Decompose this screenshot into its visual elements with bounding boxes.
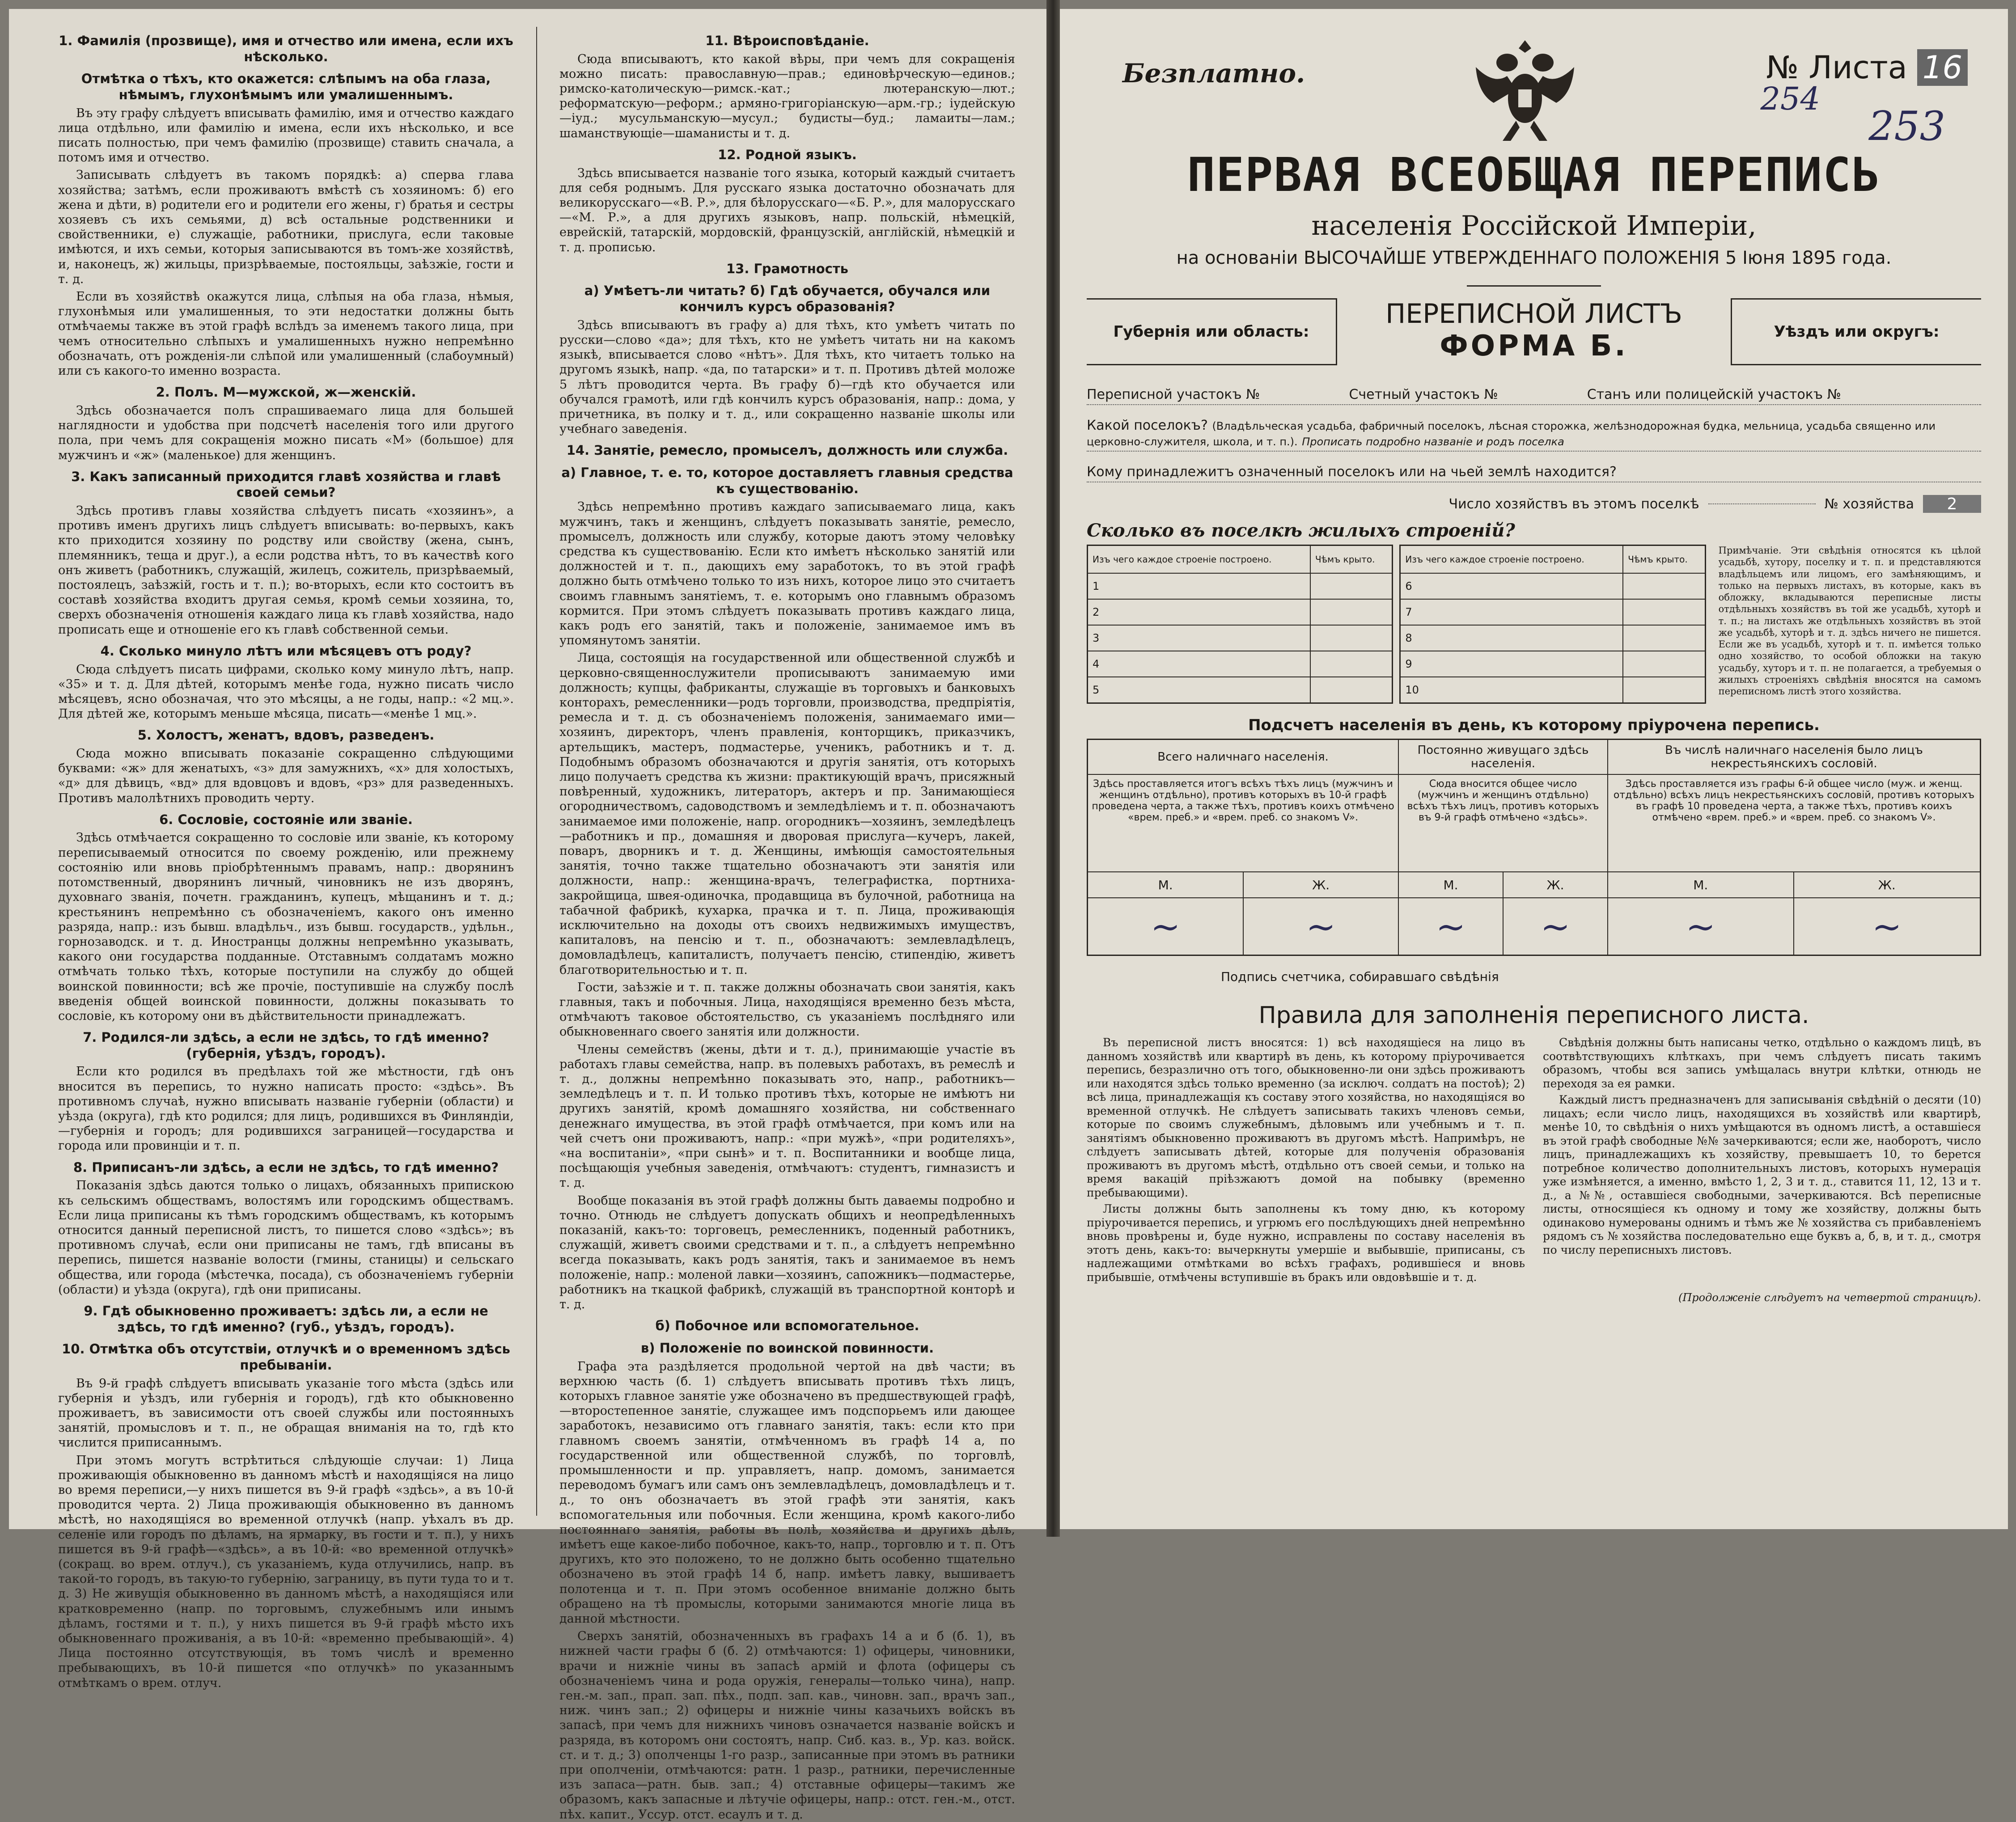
- rules-paragraph: Каждый листъ предназначенъ для записыванія свѣдѣній о десяти (10) лицахъ; если число лицъ, находящихся въ хозяйствѣ или квартирѣ, менѣе 10, то свѣдѣнія о нихъ умѣщаются въ одномъ листѣ, а оставшіеся въ этой графѣ свободные №№ зачеркиваются; если же, наоборотъ, число лицъ, принадлежащихъ къ хозяйству, превышаетъ 10, то берется потребное количество дополнительныхъ листовъ, которыхъ нумерація уже измѣняется, а именно, вмѣсто 1, 2, 3 и т. д., ставится 11, 12, 13 и т. д., а №№, оставшіеся свободными, зачеркиваются. Всѣ переписные листы, относящіеся къ одному и тому же хозяйству, должны быть одинаково нумерованы однимъ и тѣмъ же № хозяйства съ прибавленіемъ рядомъ съ № хозяйства последовательно еще буквъ а, б, в, и т. д., смотря по числу переписныхъ листовъ.: [1543, 1093, 1981, 1256]
- signature-line: Подпись счетчика, собиравшаго свѣдѣнія: [1221, 969, 1499, 984]
- paragraph: Въ эту графу слѣдуетъ вписывать фамилію, имя и отчество каждаго лица отдѣльно, или фамилію и имена, если ихъ нѣсколько, и все писать полностью, при чемъ фамилію (прозвище) ставить сначала, а потомъ имя и отчество.: [58, 106, 514, 165]
- section-heading: Отмѣтка о тѣхъ, кто окажется: слѣпымъ на оба глаза, нѣмымъ, глухонѣмымъ или умалишеннымъ.: [81, 71, 491, 102]
- paragraph: Вообще показанія въ этой графѣ должны быть даваемы подробно и точно. Отнюдь не слѣдуетъ допускать общихъ и неопредѣленныхъ показаній, какъ-то: торговецъ, ремесленникъ, поденный работникъ, служащій, живетъ своими средствами и т. п., а слѣдуетъ непремѣнно всегда показывать, какъ родъ занятія, такъ и занимаемое въ немъ положеніе, напр.: моленой лавки—хозяинъ, сапожникъ—подмастерье, работникъ на ткацкой фабрикѣ, служащій въ транспортной конторѣ и т. д.: [559, 1193, 1015, 1312]
- pop-value-cell: ~: [1794, 898, 1981, 955]
- buildings-heading: Сколько въ поселкѣ жилыхъ строеній?: [1087, 520, 1515, 541]
- roof-cell: [1623, 573, 1705, 599]
- roof-cell: [1310, 677, 1393, 703]
- pop-header-nonpeasant: Въ числѣ наличнаго населенія было лицъ некрестьянскихъ сословій.: [1608, 740, 1980, 775]
- paragraph: Сверхъ занятій, обозначенныхъ въ графахъ 14 а и б (б. 1), въ нижней части графы б (б. 2) отмѣчаются: 1) офицеры, чиновники, врачи и нижніе чины въ запасѣ армій и флота (офицеры съ обозначеніемъ чина и рода оружія, генералы—только чина), напр. ген.-м. зап., прап. зап. пѣх., подп. зап. кав., чиновн. зап., врачъ зап., ниж. чинъ зап.; 2) офицеры и нижніе чины казачьихъ войскъ въ запасѣ, при чемъ для нижнихъ чиновъ означается названіе войскъ и разряда, въ которомъ они состоятъ, напр. Сиб. каз. в., Ур. каз. войск. ст. и т. д.; 3) ополченцы 1-го разр., записанные при этомъ въ ратники при ополченіи, отмѣчаются: ратн. 1 разр., ратники, перечисленные изъ запаса—ратн. быв. зап.; 4) отставные офицеры—такимъ же образомъ, какъ запасные и лѣтучіе офицеры, напр.: отст. ген.-м., отст. пѣх. капит., Уссур. отст. есаулъ и т. д.: [559, 1629, 1015, 1822]
- province-box: Губернія или область:: [1087, 298, 1337, 365]
- row-number: 3: [1088, 625, 1310, 651]
- row-number: 10: [1400, 677, 1623, 703]
- pop-desc-total: Здѣсь проставляется итогъ всѣхъ тѣхъ лицъ (мужчинъ и женщинъ отдѣльно), противъ которыхъ въ 10-й графѣ проведена черта, а также тѣхъ, противъ коихъ отмѣчено «врем. преб.» и «врем. преб. со знакомъ V».: [1088, 774, 1399, 872]
- continuation-note: (Продолженіе слѣдуетъ на четвертой страницѣ).: [1678, 1291, 1981, 1304]
- handwritten-number-2: 253: [1868, 103, 1945, 150]
- row-number: 8: [1400, 625, 1623, 651]
- row-number: 5: [1088, 677, 1310, 703]
- roof-cell: [1310, 651, 1393, 677]
- section-heading: а) Главное, т. е. то, которое доставляетъ главныя средства къ существованію.: [561, 465, 1013, 496]
- section-heading: 6. Сословіе, состояніе или званіе.: [159, 812, 413, 827]
- table-row: [1088, 625, 1393, 651]
- rules-paragraph: Свѣдѣнія должны быть написаны четко, отдѣльно о каждомъ лицѣ, въ соотвѣтствующихъ клѣткахъ, при чемъ слѣдуетъ писать такимъ образомъ, чтобы вся запись умѣщалась внутри клѣтки, отнюдь не переходя за ея рамки.: [1543, 1036, 1981, 1090]
- roof-cell: [1310, 625, 1393, 651]
- form-letter: ФОРМА Б.: [1440, 330, 1628, 363]
- paragraph: Показанія здѣсь даются только о лицахъ, обязанныхъ припискою къ сельскимъ обществамъ, волостямъ или городскимъ обществамъ. Если лица приписаны къ тѣмъ городскимъ обществамъ, къ которымъ относится данный переписной листъ, то пишется слово «здѣсь»; въ противномъ случаѣ, если они приписаны не тамъ, гдѣ вписаны въ перепись, пишется названіе волости (гмины, станицы) и сельскаго общества, или города (мѣстечка, посада), съ обозначеніемъ губерніи (области) и уѣзда (округа), гдѣ они приписаны.: [58, 1179, 514, 1297]
- building-material-header: Изъ чего каждое строеніе построено.: [1400, 545, 1623, 574]
- form-title-block: [1342, 298, 1726, 363]
- roof-cell: [1623, 677, 1705, 703]
- section-heading: 10. Отмѣтка объ отсутствіи, отлучкѣ и о временномъ здѣсь пребываніи.: [62, 1341, 510, 1373]
- paragraph: При этомъ могутъ встрѣтиться слѣдующіе случаи: 1) Лица проживающія обыкновенно въ данномъ мѣстѣ и находящіяся на лицо во время переписи,—у нихъ пишется въ 9-й графѣ «здѣсь», а въ 10-й проводится черта. 2) Лица проживающія обыкновенно въ данномъ мѣстѣ, но находящіяся во временной отлучкѣ (напр. уѣхалъ въ др. селеніе или городъ по дѣламъ, на ярмарку, въ гости и т. п.), у нихъ пишется въ 9-й графѣ—«здѣсь», а въ 10-й: «во временной отлучкѣ» (сокращ. во врем. отлуч.), съ указаніемъ, куда отлучились, напр. въ такой-то городъ, въ такую-то губернію, заграницу, въ пути туда то и т. д. 3) Не живущія обыкновенно въ данномъ мѣстѣ, а находящіяся или кратковременно (напр. по торговымъ, служебнымъ или инымъ дѣламъ, гостями и т. п.), у нихъ пишется въ 9-й графѣ мѣсто ихъ обыкновеннаго проживанія, а въ 10-й: «временно пребывающій». 4) Лица постоянно отсутствующія, въ томъ числѣ и временно пребывающихъ, въ 10-й пишется «по отлучкѣ» по указаннымъ отмѣткамъ о врем. отлуч.: [58, 1453, 514, 1690]
- census-subtitle: населенія Россійской Имперіи,: [1311, 210, 1757, 241]
- paragraph: Графа эта раздѣляется продольной чертой на двѣ части; въ верхнюю часть (б. 1) слѣдуетъ вписывать противъ тѣхъ лицъ, которыхъ главное занятіе уже обозначено въ предшествующей графѣ,—второстепенное занятіе, служащее имъ подспорьемъ или дающее заработокъ, независимо отъ главнаго занятія, такъ: если кто при главномъ своемъ занятіи, отмѣченномъ въ графѣ 14 а, по государственной или общественной службѣ, по торговлѣ, промышленности и пр. управляетъ, напр. домомъ, занимается переводомъ бумагъ или самъ онъ землевладѣлецъ, домовладѣлецъ и т. д., то онъ обозначаетъ въ этой графѣ эти занятія, какъ вспомогательныя или побочныя. Если женщина, кромѣ какого-либо постояннаго занятія, работы въ полѣ, хозяйства и другихъ дѣлъ, имѣетъ еще какое-либо побочное, какъ-то, напр., торговлю и т. п. Отъ другихъ, кто это положено, то не должно быть особенно тщательно обозначено въ этой графѣ 14 б, напр. имѣетъ лавку, вышиваетъ полотенца и т. п. При этомъ особенное вниманіе должно быть обращено на тѣ промыслы, которыми занимаются многіе лица въ данной мѣстности.: [559, 1359, 1015, 1626]
- rules-section: [1087, 1036, 1981, 1287]
- left-page-instructions: [9, 9, 1046, 1822]
- pop-desc-nonpeasant: Здѣсь проставляется изъ графы 6-й общее число (муж. и женщ. отдѣльно) всѣхъ лицъ некрестьянскихъ сословій, противъ которыхъ въ графѣ 10 проведена черта, а также тѣхъ, противъ коихъ отмѣчено «врем. преб.» и «врем. преб. со знакомъ V».: [1608, 774, 1980, 872]
- row-number: 4: [1088, 651, 1310, 677]
- section-heading: в) Положеніе по воинской повинности.: [640, 1340, 934, 1356]
- divider: [1467, 285, 1601, 287]
- row-number: 6: [1400, 573, 1623, 599]
- section-heading: б) Побочное или вспомогательное.: [655, 1318, 919, 1334]
- roof-cell: [1310, 573, 1393, 599]
- section-heading: 11. Вѣроисповѣданіе.: [705, 33, 869, 48]
- roof-cell: [1623, 625, 1705, 651]
- sheet-number-value: 16: [1917, 49, 1968, 86]
- population-title: Подсчетъ населенія въ день, къ которому пріурочена перепись.: [1248, 716, 1820, 734]
- section-heading: 12. Родной языкъ.: [718, 147, 857, 162]
- household-number-value: 2: [1923, 495, 1981, 513]
- section-heading: 14. Занятіе, ремесло, промыселъ, должность или служба.: [566, 443, 1008, 458]
- settlement-line: [1087, 418, 1981, 452]
- rules-paragraph: Въ переписной листъ вносятся: 1) всѣ находящіеся на лицо въ данномъ хозяйствѣ или квартирѣ въ день, къ которому пріурочивается перепись, безразлично отъ того, обыкновенно-ли они здѣсь проживаютъ или находятся здѣсь только временно (за исключ. солдатъ на постоѣ); 2) всѣ лица, принадлежащія къ составу этого хозяйства, но находящіяся во временной отлучкѣ. Не слѣдуетъ записывать такихъ членовъ семьи, которые по своимъ служебнымъ, дѣловымъ или учебнымъ и т. п. занятіямъ обыкновенно проживаютъ въ другомъ мѣстѣ. Напримѣръ, не слѣдуетъ записывать дѣтей, которые для полученія образованія проживаютъ въ другомъ мѣстѣ, отдѣльно отъ своей семьи, и только на время вакацій пріѣзжаютъ домой на побывку (временно пребывающими).: [1087, 1036, 1525, 1199]
- table-row: [1088, 651, 1393, 677]
- book-spine: [1046, 0, 1060, 1537]
- paragraph: Члены семействъ (жены, дѣти и т. д.), принимающіе участіе въ работахъ главы семейства, напр. въ полевыхъ работахъ, въ ремеслѣ и т. д., должны непремѣнно показывать это, напр., работникъ—земледѣлецъ и т. п. И только противъ тѣхъ, которые не имѣютъ ни другихъ занятій, кромѣ домашняго хозяйства, ни собственнаго денежнаго имущества, въ этой графѣ отмѣчается, при комъ или на чей счетъ они проживаютъ, напр.: «при мужѣ», «при родителяхъ», «на воспитаніи», «при сынѣ» и т. п. Воспитанники и вообще лица, посѣщающія учебныя заведенія, отмѣчаютъ: студентъ, гимназистъ и т. д.: [559, 1042, 1015, 1190]
- free-label: Безплатно.: [1122, 58, 1305, 89]
- pop-zh-3: Ж.: [1794, 872, 1981, 898]
- paragraph: Въ 9-й графѣ слѣдуетъ вписывать указаніе того мѣста (здѣсь или губернія и уѣздъ, или губернія и городъ), гдѣ кто обыкновенно проживаетъ, въ зависимости отъ своей службы или постоянныхъ занятій, промысловъ и т. п., не обращая вниманія на то, гдѣ кто числится приписаннымъ.: [58, 1376, 514, 1450]
- handwritten-number-1: 254: [1760, 80, 1820, 117]
- paragraph: Сюда можно вписывать показаніе сокращенно слѣдующими буквами: «ж» для женатыхъ, «з» для замужнихъ, «х» для холостыхъ, «д» для дѣвицъ, «вд» для вдовцовъ и вдовъ, «рз» для разведенныхъ. Противъ малолѣтнихъ проводить черту.: [58, 747, 514, 805]
- buildings-note: Примѣчаніе. Эти свѣдѣнія относятся къ цѣлой усадьбѣ, хутору, поселку и т. п. и представляются владѣльцемъ или лицомъ, его замѣняющимъ, и только на первыхъ листахъ, въ которые, какъ въ обложку, вкладываются переписные листы отдѣльныхъ хозяйствъ въ той же усадьбѣ, хуторѣ и т. п.; на листахъ же отдѣльныхъ хозяйствъ въ этой же усадьбѣ, хуторѣ и т. д. здѣсь ничего не пишется. Если же въ усадьбѣ, хуторѣ и т. п. имѣется только одно хозяйство, то особой обложки на такую усадьбу, хуторъ и т. п. не полагается, а требуемыя о жилыхъ строеніяхъ свѣдѣнія вносятся на самомъ переписномъ листѣ этого хозяйства.: [1718, 545, 1981, 697]
- pop-m-2: М.: [1398, 872, 1503, 898]
- households-count-label: Число хозяйствъ въ этомъ поселкѣ: [1448, 496, 1699, 512]
- paragraph: Сюда слѣдуетъ писать цифрами, сколько кому минуло лѣтъ, напр. «35» и т. д. Для дѣтей, которымъ менѣе года, нужно писать число мѣсяцевъ, ясно обозначая, что это мѣсяцы, а не годы, напр.: «2 мц.». Для дѣтей же, которымъ меньше мѣсяца, писать—«менѣе 1 мц.».: [58, 662, 514, 721]
- pop-value-cell: ~: [1503, 898, 1608, 955]
- pop-zh-1: Ж.: [1243, 872, 1398, 898]
- rules-column-2: [1543, 1036, 1981, 1287]
- population-table: [1087, 739, 1981, 956]
- roof-material-header: Чѣмъ крыто.: [1310, 545, 1393, 574]
- pop-header-total: Всего наличнаго населенія.: [1088, 740, 1399, 775]
- household-count-row: [1087, 495, 1981, 513]
- buildings-section: [1087, 545, 1981, 704]
- right-page-census-form: [1060, 9, 2008, 1529]
- paragraph: Если въ хозяйствѣ окажутся лица, слѣпыя на оба глаза, нѣмыя, глухонѣмыя или умалишенныя, то эти недостатки должны быть отмѣчаемы также въ этой графѣ вслѣдъ за именемъ такого лица, при чемъ относительно слѣпыхъ и умалишенныхъ нужно непремѣнно обозначать, отъ рожденія-ли слѣпой или умалишенный (слабоумный) или съ какого-то именно возраста.: [58, 290, 514, 378]
- pop-value-cell: ~: [1398, 898, 1503, 955]
- paragraph: Записывать слѣдуетъ въ такомъ порядкѣ: а) сперва глава хозяйства; затѣмъ, если проживаютъ вмѣстѣ съ хозяиномъ: б) его жена и дѣти, в) родители его и родители его жены, г) братья и сестры хозяевъ съ ихъ семьями, д) всѣ остальные родственники и свойственники, е) служащіе, работники, прислуга, если таковые имѣются, и ихъ семьи, которыя записываются въ томъ-же хозяйствѣ, и, наконецъ, ж) жильцы, призрѣваемые, постояльцы, заѣзжіе, гости и т. д.: [58, 168, 514, 286]
- table-row: [1400, 677, 1705, 703]
- pop-header-permanent: Постоянно живущаго здѣсь населенія.: [1398, 740, 1608, 775]
- form-header: [1087, 298, 1981, 374]
- paragraph: Здѣсь непремѣнно противъ каждаго записываемаго лица, какъ мужчинъ, такъ и женщинъ, слѣдуетъ показывать занятіе, ремесло, промыселъ, должность или службу, которые даютъ этому человѣку средства къ существованію. Если кто имѣетъ нѣсколько занятій или должностей и т. п., дающихъ ему заработокъ, то въ этой графѣ должно быть отмѣчено только то изъ нихъ, которое лицо это считаетъ своимъ главнымъ занятіемъ, т. е. которымъ оно главнымъ образомъ кормится. При этомъ слѣдуетъ показывать противъ каждаго лица, какъ родъ его занятій, такъ и положеніе, занимаемое имъ въ упомянутомъ занятіи.: [559, 500, 1015, 648]
- rules-paragraph: Листы должны быть заполнены къ тому дню, къ которому пріурочивается перепись, и угрюмъ его послѣдующихъ дней непремѣнно вновь провѣрены и, буде нужно, исправлены по составу населенія въ этотъ день, какъ-то: вычеркнуты умершіе и выбывшіе, приписаны, съ надлежащими отмѣтками во всѣхъ графахъ, родившіеся и вновь прибывшіе, отмѣчены вступившіе въ бракъ или овдовѣвшіе и т. д.: [1087, 1202, 1525, 1284]
- column-divider: [536, 27, 537, 1516]
- table-row: [1400, 573, 1705, 599]
- row-number: 1: [1088, 573, 1310, 599]
- row-number: 7: [1400, 599, 1623, 625]
- table-row: [1400, 625, 1705, 651]
- section-heading: 2. Полъ. М—мужской, ж—женскій.: [156, 385, 416, 400]
- row-number: 9: [1400, 651, 1623, 677]
- section-heading: 7. Родился-ли здѣсь, а если не здѣсь, то гдѣ именно? (губернія, уѣздъ, городъ).: [83, 1030, 489, 1061]
- roof-cell: [1623, 651, 1705, 677]
- buildings-table-left: [1087, 545, 1393, 704]
- paragraph: Здѣсь отмѣчается сокращенно то сословіе или званіе, къ которому переписываемый относится по своему рожденію, или прежнему состоянію или вновь пріобрѣтеннымъ правамъ, напр.: дворянинъ потомственный, дворянинъ личный, чиновникъ не изъ дворянъ, духовнаго званія, почетн. гражданинъ, купецъ, мѣщанинъ и т. д.; крестьянинъ непремѣнно съ обозначеніемъ, какого онъ именно разряда, напр.: изъ бывш. владѣльч., изъ бывш. государств., удѣльн., горнозаводск. и т. д. Иностранцы должны непремѣнно указывать, какого они государства подданные. Отставнымъ солдатамъ можно отмѣчать только тѣхъ, которые поступили на службу до общей воинской повинности; всѣ же прочіе, поступившіе на службу послѣ введенія общей воинской повинности, должны показывать то сословіе, къ которому они въ дѣйствительности принадлежатъ.: [58, 831, 514, 1023]
- settlement-hint: (Владѣльческая усадьба, фабричный поселокъ, лѣсная сторожка, желѣзнодорожная будка, мельница, усадьба священно или церковно-служителя, школа, и т. п.).: [1087, 420, 1936, 448]
- table-row: [1400, 651, 1705, 677]
- census-basis: на основаніи ВЫСОЧАЙШЕ УТВЕРЖДЕННАГО ПОЛОЖЕНІЯ 5 Іюня 1895 года.: [1176, 248, 1892, 268]
- area-line: [1087, 387, 1981, 405]
- census-area-label: Переписной участокъ №: [1087, 387, 1260, 402]
- section-heading: 4. Сколько минуло лѣтъ или мѣсяцевъ отъ роду?: [100, 643, 472, 659]
- pop-value-cell: ~: [1088, 898, 1244, 955]
- roof-cell: [1310, 599, 1393, 625]
- instructions-column-2: [559, 27, 1015, 1822]
- pop-m-1: М.: [1088, 872, 1244, 898]
- count-area-label: Счетный участокъ №: [1349, 387, 1498, 402]
- roof-cell: [1623, 599, 1705, 625]
- household-number-label: № хозяйства: [1824, 496, 1914, 512]
- buildings-table-right: [1399, 545, 1706, 704]
- paragraph: Здѣсь вписывается названіе того языка, который каждый считаетъ для себя роднымъ. Для русскаго языка достаточно обозначать для великорусскаго—«В. Р.», для бѣлорусскаго—«Б. Р.», для малорусскаго—«М. Р.», а для другихъ языковъ, напр. польскій, нѣмецкій, еврейскій, татарскій, мордовскій, французскій, англійскій, нѣмецкій и т. д. прописью.: [559, 166, 1015, 254]
- pop-zh-2: Ж.: [1503, 872, 1608, 898]
- district-box: Уѣздъ или округъ:: [1731, 298, 1981, 365]
- table-row: [1088, 677, 1393, 703]
- section-heading: 5. Холостъ, женатъ, вдовъ, разведенъ.: [137, 727, 435, 743]
- paragraph: Здѣсь обозначается полъ спрашиваемаго лица для большей наглядности и удобства при подсчетѣ населенія того или другого пола, при чемъ для сокращенія можно писать «М» (большое) для мужчинъ и «ж» (маленькое) для женщинъ.: [58, 403, 514, 462]
- section-heading: а) Умѣетъ-ли читать? б) Гдѣ обучается, обучался или кончилъ курсъ образованія?: [584, 283, 991, 315]
- rules-title: Правила для заполненія переписного листа.: [1258, 1002, 1809, 1029]
- pop-value-cell: ~: [1243, 898, 1398, 955]
- form-title: ПЕРЕПИСНОЙ ЛИСТЪ: [1385, 298, 1682, 330]
- instructions-column-1: [58, 27, 514, 1690]
- police-area-label: Станъ или полицейскій участокъ №: [1587, 387, 1841, 402]
- rules-column-1: [1087, 1036, 1525, 1287]
- paragraph: Сюда вписываютъ, кто какой вѣры, при чемъ для сокращенія можно писать: православную—прав.; единовѣрческую—единов.; римско-католическую—римск.-кат.; лютеранскую—лют.; реформатскую—реформ.; армяно-григоріанскую—арм.-гр.; іудейскую—іуд.; мусульманскую—мусул.; будисты—буд.; ламаиты—лам.; шаманствующіе—шаманисты и т. д.: [559, 52, 1015, 140]
- section-heading: 3. Какъ записанный приходится главѣ хозяйства и главѣ своей семьи?: [71, 469, 501, 500]
- census-title: ПЕРВАЯ ВСЕОБЩАЯ ПЕРЕПИСЬ: [1187, 148, 1881, 202]
- paragraph: Гости, заѣзжіе и т. п. также должны обозначать свои занятія, какъ главныя, такъ и побочныя. Лица, находящіяся временно безъ мѣста, отмѣчаютъ таковое обстоятельство, съ указаніемъ послѣдняго или обыкновеннаго своего занятія или должности.: [559, 980, 1015, 1039]
- paragraph: Лица, состоящія на государственной или общественной службѣ и церковно-священнослужители прописываютъ занимаемую ими должность; купцы, фабриканты, служащіе въ торговыхъ и банковыхъ конторахъ, ремесленники—родъ торговли, производства, предпріятія, ремесла и т. д. съ обозначеніемъ положенія, занимаемаго ими—хозяинъ, директоръ, членъ правленія, конторщикъ, приказчикъ, артельщикъ, мастеръ, подмастерье, ученикъ, работникъ и т. д. Подобнымъ образомъ обозначаются и другія занятія, отъ которыхъ лицо получаетъ средства къ жизни: практикующій врачъ, присяжный повѣренный, художникъ, литераторъ, актеръ и пр. Занимающіеся огородничествомъ, садоводствомъ и земледѣліемъ и т. п. обозначаютъ занимаемое ими положеніе, напр. огородникъ—хозяинъ, земледѣлецъ—работникъ и пр., домашняя и дворовая прислуга—кучеръ, лакей, поваръ, дворникъ и т. д. Женщины, имѣющія самостоятельныя занятія, точно также тщательно обозначаютъ эти занятія или должности, напр.: женщина-врачъ, телеграфистка, портниха-закройщица, швея-одиночка, продавщица въ булочной, работница на табачной фабрикѣ, кухарка, прачка и т. п. Лица, проживающія исключительно на доходы отъ своихъ недвижимыхъ имуществъ, капиталовъ, на пенсію и т. п., обозначаютъ: землевладѣлецъ, домовладѣлецъ, капиталистъ, получаетъ пенсію, стипендію, живетъ благотворительностью и т. п.: [559, 651, 1015, 977]
- pop-m-3: М.: [1608, 872, 1793, 898]
- section-heading: 1. Фамилія (прозвище), имя и отчество или имена, если ихъ нѣсколько.: [59, 33, 513, 64]
- table-row: [1088, 573, 1393, 599]
- settlement-label: Какой поселокъ?: [1087, 418, 1208, 433]
- section-heading: 8. Приписанъ-ли здѣсь, а если не здѣсь, то гдѣ именно?: [73, 1159, 499, 1175]
- table-row: [1400, 599, 1705, 625]
- building-material-header: Изъ чего каждое строеніе построено.: [1088, 545, 1310, 574]
- double-headed-eagle-icon: [1467, 36, 1583, 148]
- sheet-number-label: № Листа: [1766, 49, 1907, 86]
- section-heading: 13. Грамотность: [726, 261, 848, 276]
- section-heading: 9. Гдѣ обыкновенно проживаетъ: здѣсь ли, а если не здѣсь, то гдѣ именно? (губ., уѣздъ, городъ).: [84, 1303, 488, 1335]
- owner-label: Кому принадлежитъ означенный поселокъ или на чьей землѣ находится?: [1087, 464, 1617, 480]
- paragraph: Здѣсь противъ главы хозяйства слѣдуетъ писать «хозяинъ», а противъ именъ другихъ лицъ слѣдуетъ вписывать: во-первыхъ, какъ кто приходится хозяину по родству или свойству (жена, сынъ, племянникъ, теща и друг.), а если родства нѣтъ, то въ качествѣ кого онъ живетъ (работникъ, служащій, жилецъ, сожитель, призрѣваемый, постоялецъ, заѣзжій, гость и т. п.); во-вторыхъ, если кто состоитъ въ составѣ хозяйства входитъ другая семья, кромѣ семьи хозяина, то, сверхъ обозначенія отношенія каждаго лица къ главѣ хозяйства, надо прописать еще и отношеніе его къ главѣ собственной семьи.: [58, 504, 514, 637]
- row-number: 2: [1088, 599, 1310, 625]
- paragraph: Если кто родился въ предѣлахъ той же мѣстности, гдѣ онъ вносится въ перепись, то нужно написать просто: «здѣсь». Въ противномъ случаѣ, нужно вписывать названіе губерніи (области) и уѣзда (округа), гдѣ кто родился; для лицъ, родившихся въ Финляндіи,—губернія и городъ; для родившихся заграницей—государства и города или провинціи и т. п.: [58, 1065, 514, 1153]
- paragraph: Здѣсь вписываютъ въ графу а) для тѣхъ, кто умѣетъ читать по русски—слово «да»; для тѣхъ, кто не умѣетъ читать ни на какомъ языкѣ, вписывается слово «нѣтъ». Для тѣхъ, кто читаетъ только на другомъ языкѣ, напр. «да, по татарски» и т. п. Противъ дѣтей моложе 5 лѣтъ проводится черта. Въ графу б)—гдѣ кто обучается или обучался грамотѣ, или гдѣ кончилъ курсъ образованія, напр.: дома, у причетника, въ полку и т. д., или сокращенно названіе школы или учебнаго заведенія.: [559, 318, 1015, 436]
- pop-value-cell: ~: [1608, 898, 1793, 955]
- roof-material-header: Чѣмъ крыто.: [1623, 545, 1705, 574]
- settlement-hint-2: Прописать подробно названіе и родъ поселка: [1302, 435, 1564, 448]
- owner-line: [1087, 464, 1981, 482]
- pop-desc-permanent: Сюда вносится общее число (мужчинъ и женщинъ отдѣльно) всѣхъ тѣхъ лицъ, противъ которыхъ въ 9-й графѣ отмѣчено «здѣсь».: [1398, 774, 1608, 872]
- table-row: [1088, 599, 1393, 625]
